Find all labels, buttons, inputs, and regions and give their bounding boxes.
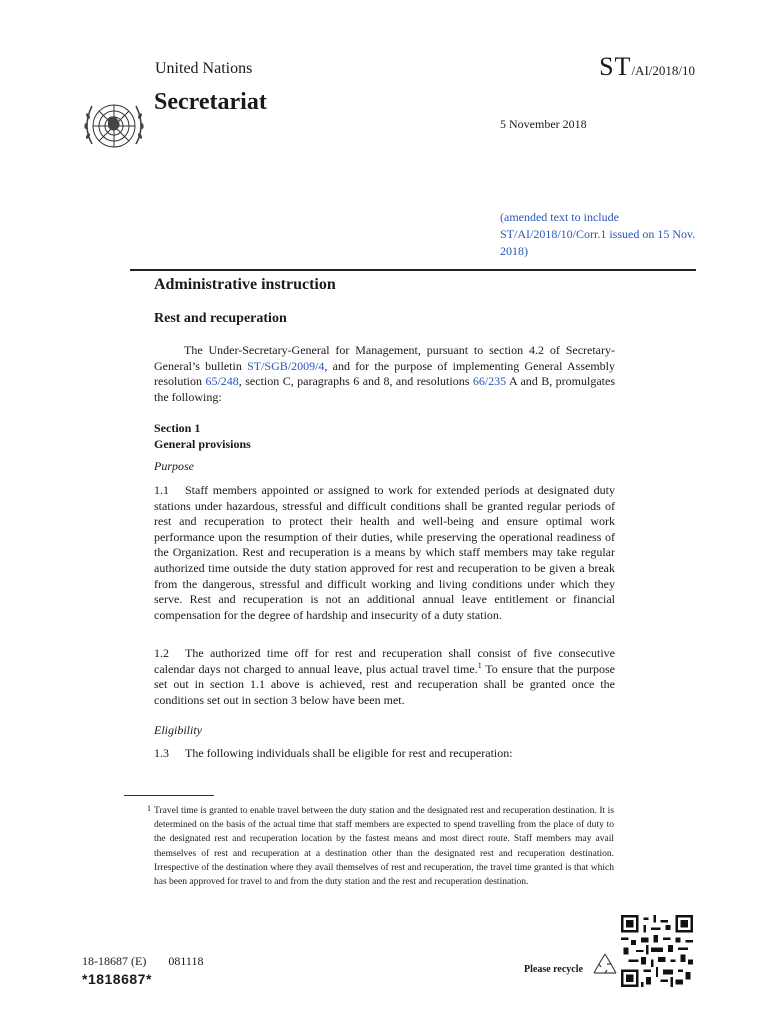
recycle-icon [591,951,619,979]
purpose-subheading: Purpose [154,459,194,473]
footnote-divider [124,795,214,796]
paragraph-1-3: 1.3 The following individuals shall be eligible for rest and recuperation: [154,746,513,760]
link-resolution-66-235[interactable]: 66/235 [472,374,507,389]
footnote-text: Travel time is granted to enable travel between the duty station and the designated rest and recuperation destination. It is determined on the basis of the actual time that staff members are expected to spend travelling from the place of duty to the designated rest and recuperation location by the fastest means and most direct route. Staff members may avail themselves of rest and recuperation at a destination other than the designated rest and recuperation destination. Irrespective of the destination where they avail themselves of rest and recuperation, the travel time granted is that which has been approved for travel to and from the duty station and the rest and recuperation destination. [154,806,614,888]
un-emblem-icon [78,92,150,164]
eligibility-subheading: Eligibility [154,723,202,737]
job-date: 081118 [168,954,204,968]
section-1-heading [154,420,251,452]
paragraph-number: 1.3 [154,746,169,760]
symbol-prefix: ST [599,52,632,81]
job-number: 18-18687 (E) 081118 [82,954,204,968]
qr-code-icon[interactable] [621,915,693,987]
preamble-paragraph: The Under-Secretary-General for Management, pursuant to section 4.2 of Secretary-General’s bulletin ST/SGB/2009/4, and for the purpose of implementing General Assembly resolution 65/248, section C, paragraphs 6 and 8, and resolutions 66/235 A and B, promulgates the following: [154,343,616,404]
secretariat-heading: Secretariat [154,89,267,115]
link-resolution-65-248[interactable]: 65/248 [205,374,239,389]
document-symbol [599,52,695,82]
document-type: Administrative instruction [154,276,336,293]
organization-name: United Nations [155,60,253,77]
paragraph-1-2: 1.2 The authorized time off for rest and recuperation shall consist of five consecutive calendar days not charged to annual leave, plus actual travel time.$^1$ To ensure that the purpose set out in section 1.1 above is achieved, rest and recuperation shall be granted once the conditions set out in section 3 below have been met. [154,646,615,707]
barcode-text: *1818687* [82,971,152,987]
link-st-sgb-2009-4[interactable]: ST/SGB/2009/4 [247,358,325,373]
footnote-reference[interactable]: 1 [477,660,482,670]
amendment-note[interactable]: (amended text to include ST/AI/2018/10/Corr.1 issued on 15 Nov. 2018) [500,210,696,258]
issue-date: 5 November 2018 [500,117,587,131]
paragraph-1-1: 1.1 Staff members appointed or assigned to work for extended periods at designated duty stations under hazardous, stressful and difficult conditions shall be granted regular periods of rest and recuperation to protect their health and well-being and ensure optimal work performance upon the resumption of their duties, while preserving the operational readiness of the Organization. Rest and recuperation is a means by which staff members may take regular authorized time outside the duty station approved for rest and recuperation to be given a break from the dangerous, stressful and difficult working and living conditions under which they serve. Rest and recuperation is not an additional annual leave entitlement or financial compensation for the degree of hardship and insecurity of a duty station. [154,483,615,622]
section-number: Section 1 [154,421,201,435]
paragraph-number: 1.2 [154,646,169,660]
paragraph-number: 1.1 [154,483,169,497]
footnote-marker: 1 [147,804,151,813]
symbol-suffix: /AI/2018/10 [631,63,695,78]
document-subject: Rest and recuperation [154,311,287,326]
please-recycle-label: Please recycle [524,964,583,975]
section-title: General provisions [154,437,251,451]
header-divider [130,269,696,271]
